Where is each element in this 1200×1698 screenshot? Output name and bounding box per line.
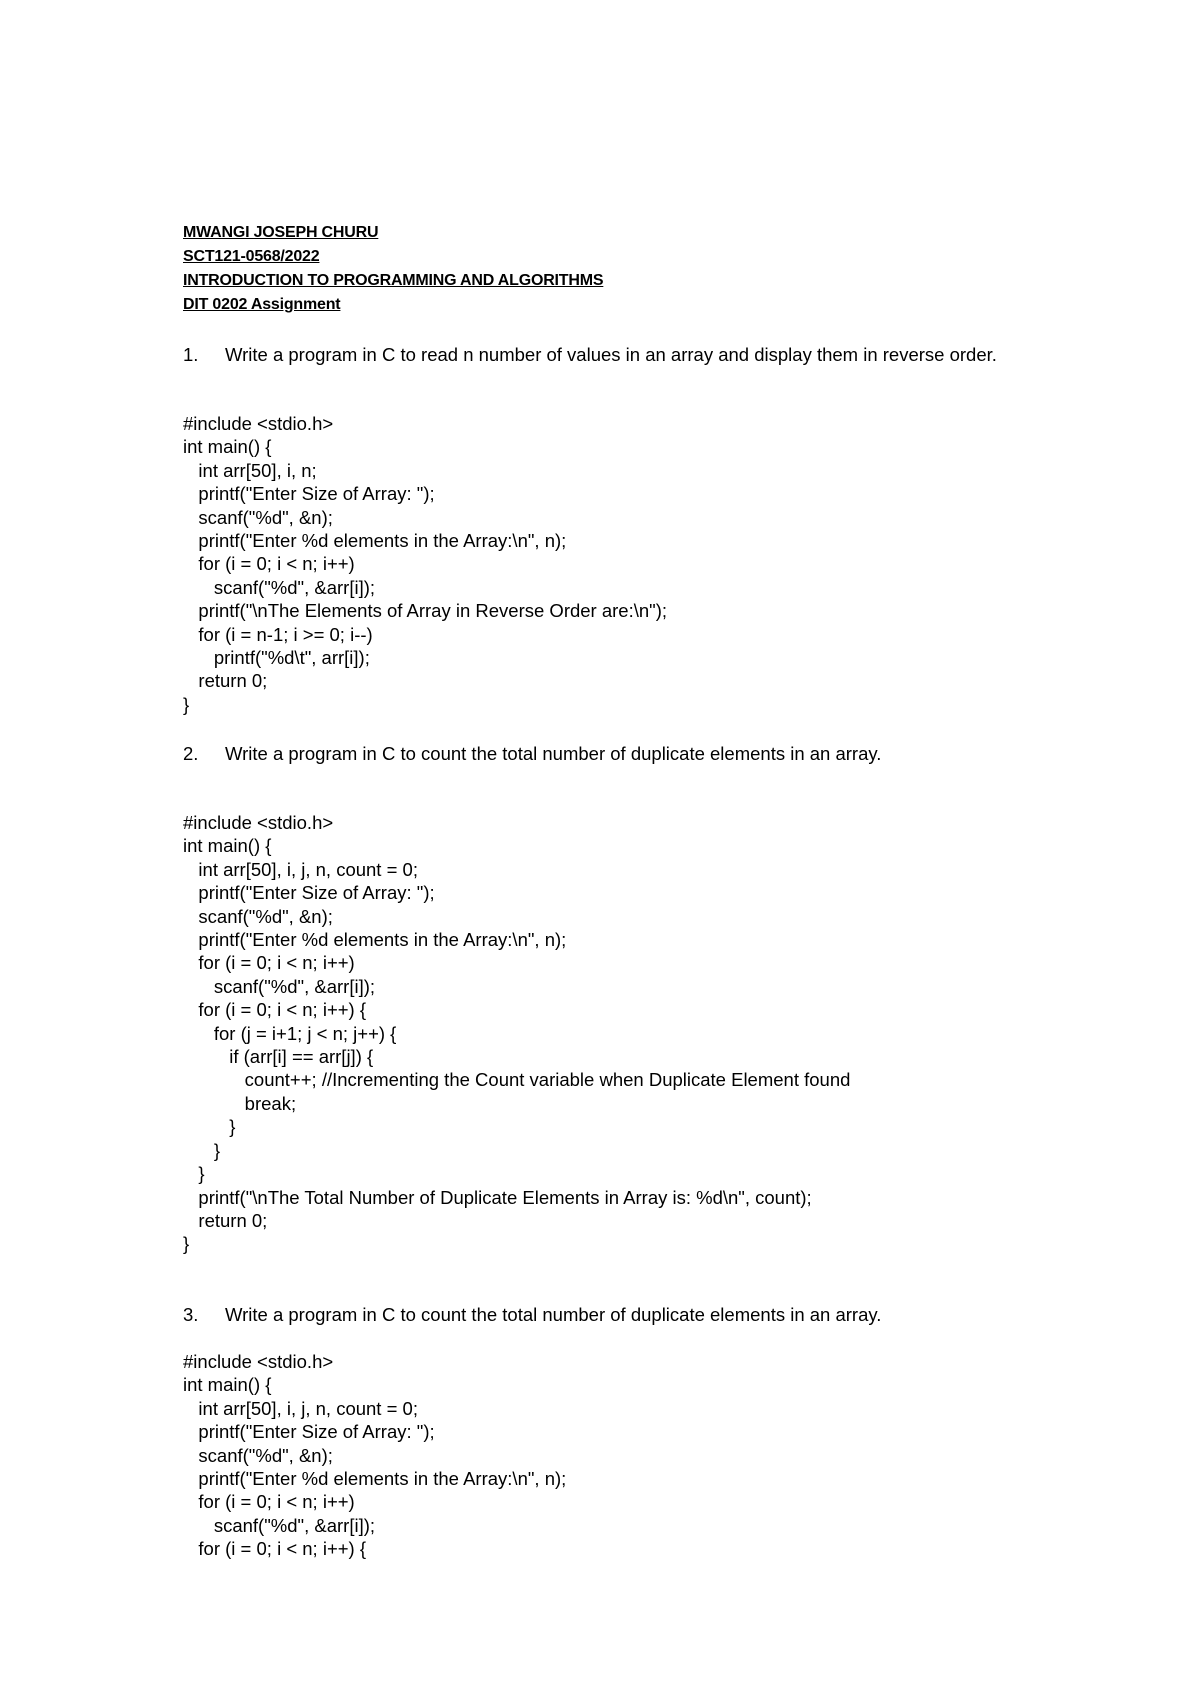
question-number: 1.	[183, 344, 199, 365]
question-number: 2.	[183, 743, 199, 764]
course-title: INTRODUCTION TO PROGRAMMING AND ALGORITHMS	[183, 272, 604, 289]
registration-number: SCT121-0568/2022	[183, 248, 320, 265]
question-2	[183, 742, 1200, 765]
question-text: Write a program in C to read n number of values in an array and display them in reverse order.	[225, 344, 997, 365]
code-block-3: #include <stdio.h> int main() { int arr[50], i, j, n, count = 0; printf("Enter Size of Array: "); scanf("%d", &n); printf("Enter %d elements in the Array:\n", n); for (i = 0; i < n; i++) scanf("%d", &arr[i]); for (i = 0; i < n; i++) {	[183, 1351, 567, 1560]
assignment-title: DIT 0202 Assignment	[183, 296, 341, 313]
document-header	[183, 221, 603, 317]
question-text: Write a program in C to count the total number of duplicate elements in an array.	[225, 1304, 882, 1325]
code-block-2: #include <stdio.h> int main() { int arr[50], i, j, n, count = 0; printf("Enter Size of Array: "); scanf("%d", &n); printf("Enter %d elements in the Array:\n", n); for (i = 0; i < n; i++) scanf("%d", &arr[i]); for (i = 0; i < n; i++) { for (j = i+1; j < n; j++) { if (arr[i] == arr[j]) { count++; //Incrementing the Count variable when Duplicate Element found break; } } } printf("\nThe Total Number of Duplicate Elements in Array is: %d\n", count); return 0; }	[183, 812, 851, 1255]
question-1	[183, 343, 1200, 366]
question-number: 3.	[183, 1304, 199, 1325]
code-block-1: #include <stdio.h> int main() { int arr[50], i, n; printf("Enter Size of Array: "); scanf("%d", &n); printf("Enter %d elements in the Array:\n", n); for (i = 0; i < n; i++) scanf("%d", &arr[i]); printf("\nThe Elements of Array in Reverse Order are:\n"); for (i = n-1; i >= 0; i--) printf("%d\t", arr[i]); return 0; }	[183, 413, 668, 715]
question-3	[183, 1303, 1200, 1326]
question-text: Write a program in C to count the total number of duplicate elements in an array.	[225, 743, 882, 764]
student-name: MWANGI JOSEPH CHURU	[183, 224, 379, 241]
